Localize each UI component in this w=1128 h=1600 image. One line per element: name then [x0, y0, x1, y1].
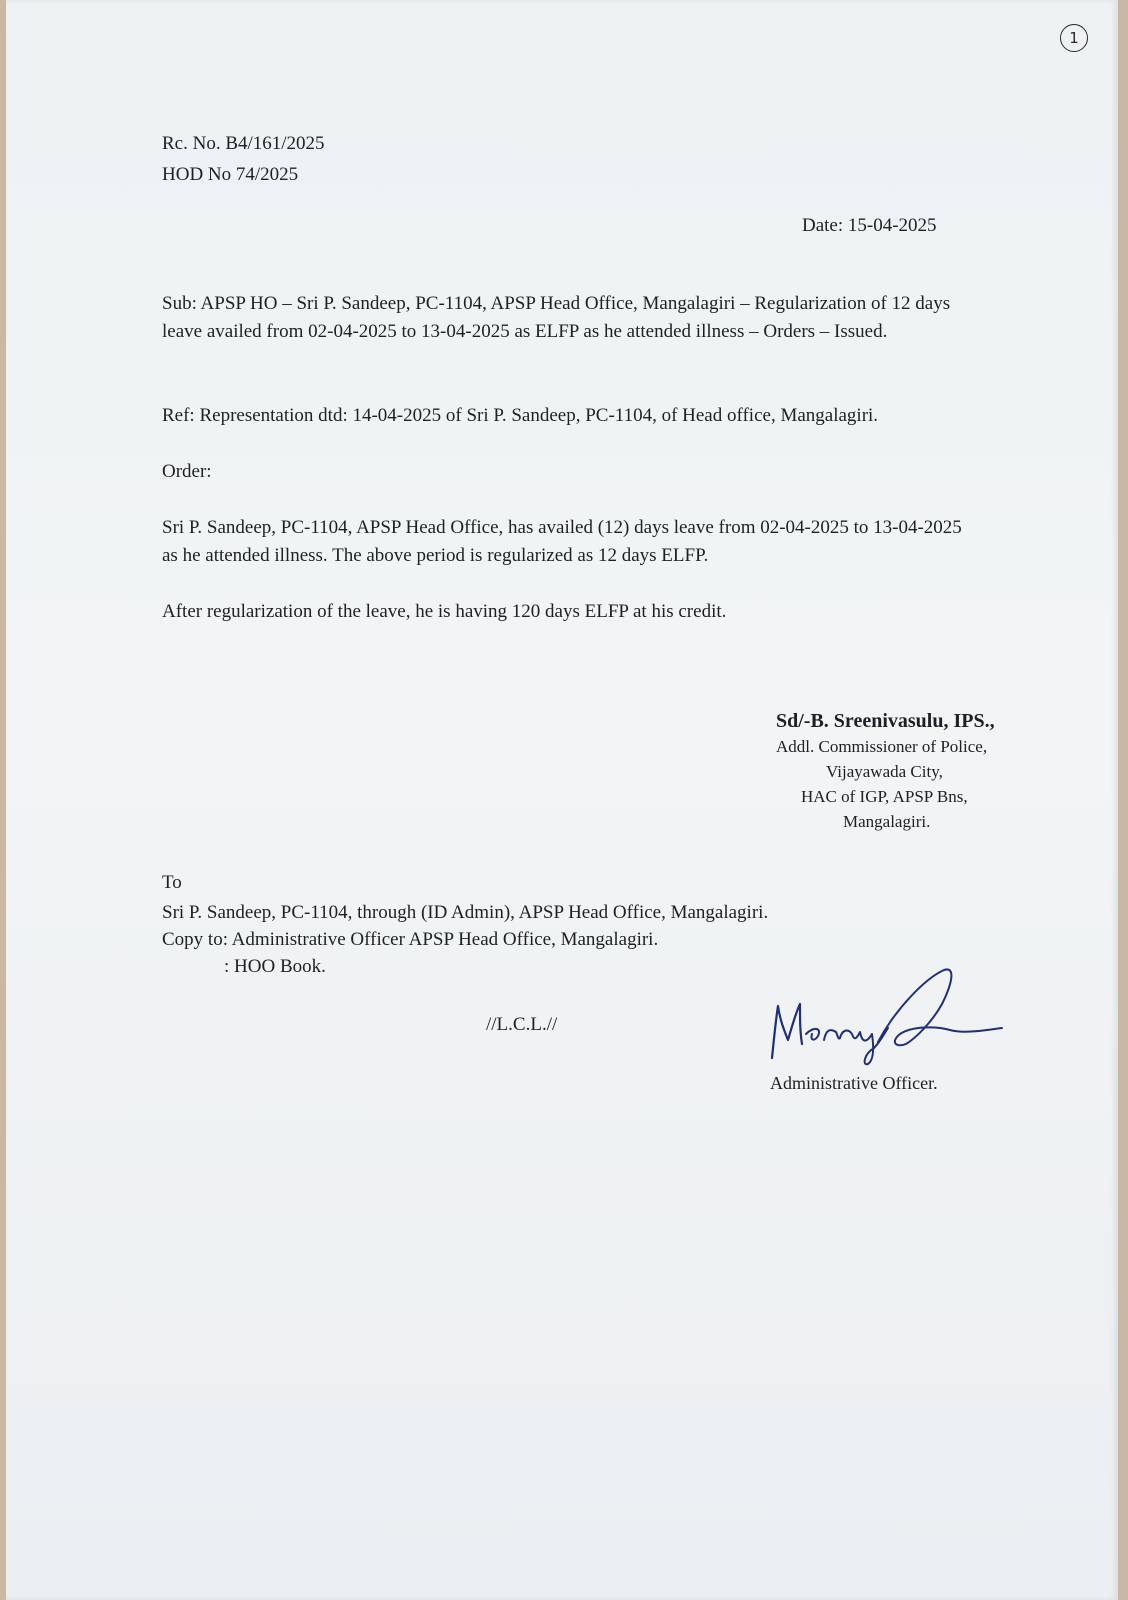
signatory-place: Mangalagiri. — [843, 812, 931, 831]
date: Date: 15-04-2025 — [802, 215, 937, 236]
signatory-office: HAC of IGP, APSP Bns, — [801, 787, 968, 806]
hoo-book: : HOO Book. — [224, 956, 326, 977]
order-text: Sri P. Sandeep, PC-1104, APSP Head Office, has availed (12) days leave from 02-04-2025 to 13-04-2025 as he attended illness. The above period is regularized as 12 days ELFP. — [162, 517, 962, 566]
order-heading: Order: — [162, 461, 212, 482]
credit-text: After regularization of the leave, he is having 120 days ELFP at his credit. — [162, 601, 727, 622]
signature-stroke-2 — [806, 1028, 888, 1064]
signatory-designation: Addl. Commissioner of Police, — [776, 737, 988, 756]
hod-number: HOD No 74/2025 — [162, 164, 299, 185]
signature-stroke — [772, 1004, 802, 1058]
reference: Ref: Representation dtd: 14-04-2025 of Sri P. Sandeep, PC-1104, of Head office, Mangalagiri. — [162, 405, 879, 426]
attestation-title: Administrative Officer. — [770, 1073, 938, 1093]
rc-number: Rc. No. B4/161/2025 — [162, 133, 325, 154]
signatory-block — [776, 708, 1056, 834]
handwritten-signature — [766, 968, 1026, 1078]
signatory-city: Vijayawada City, — [826, 762, 943, 781]
signature-stroke-3 — [878, 969, 1002, 1045]
to-recipient: Sri P. Sandeep, PC-1104, through (ID Admin), APSP Head Office, Mangalagiri. — [162, 902, 769, 923]
to-label: To — [162, 872, 182, 893]
lcl-mark: //L.C.L.// — [486, 1014, 558, 1035]
page-number: 1 — [1060, 24, 1088, 52]
signatory-name: Sd/-B. Sreenivasulu, IPS., — [776, 710, 995, 732]
subject: Sub: APSP HO – Sri P. Sandeep, PC-1104, APSP Head Office, Mangalagiri – Regularization of 12 days leave availed from 02-04-2025 to 13-04-2025 as ELFP as he attended illness – Orders – Issued. — [162, 293, 951, 342]
copy-to: Copy to: Administrative Officer APSP Head Office, Mangalagiri. — [162, 929, 659, 950]
document-page — [6, 0, 1118, 1600]
